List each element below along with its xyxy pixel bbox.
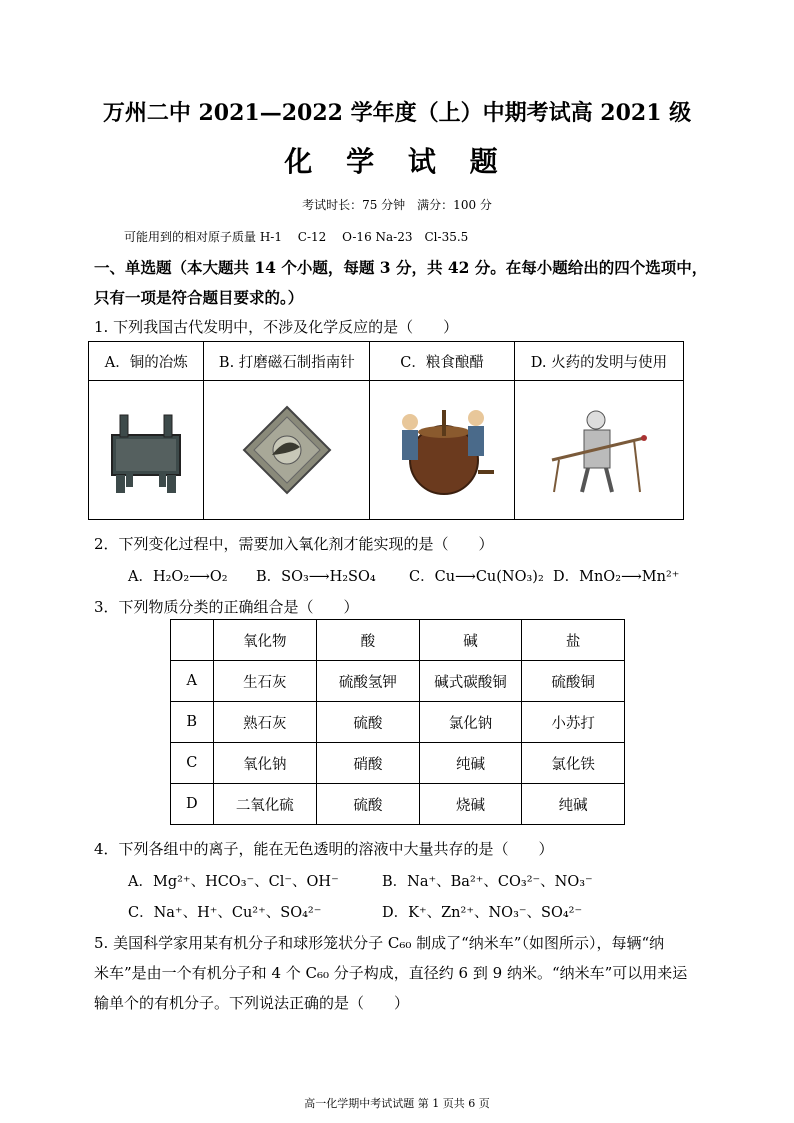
table-cell: D	[171, 784, 214, 825]
q1-image-a	[89, 381, 204, 520]
table-row	[171, 743, 625, 784]
atomic-masses: 可能用到的相对原子质量 H-1 C-12 O-16 Na-23 Cl-35.5	[124, 230, 469, 244]
bronze-ding-icon	[106, 405, 186, 495]
table-cell: 生石灰	[213, 661, 317, 702]
table-cell: 氧化钠	[213, 743, 317, 784]
header-cell: 碱	[419, 620, 522, 661]
table-cell: 硫酸	[317, 784, 420, 825]
q1-option-a: A．铜的冶炼	[89, 342, 204, 381]
table-cell: 熟石灰	[213, 702, 317, 743]
table-header-row	[171, 620, 625, 661]
q3-stem: 3．下列物质分类的正确组合是（ ）	[94, 598, 359, 616]
subject-title: 化 学 试 题	[284, 145, 510, 178]
table-row	[171, 661, 625, 702]
q2-option-a: A．H₂O₂⟶O₂	[128, 569, 228, 585]
table-cell: 烧碱	[419, 784, 522, 825]
table-cell: 小苏打	[522, 702, 625, 743]
q2-option-b: B．SO₃⟶H₂SO₄	[256, 569, 376, 585]
brewing-icon	[382, 400, 502, 500]
q5-line3: 输单个的有机分子。下列说法正确的是（ ）	[94, 994, 410, 1012]
section-heading-line1: 一、单选题（本大题共 14 个小题，每题 3 分，共 42 分。在每小题给出的四个选项中，	[94, 258, 708, 277]
section-heading-line2: 只有一项是符合题目要求的。）	[94, 288, 304, 307]
header-cell: 酸	[317, 620, 420, 661]
page-footer: 高一化学期中考试试题 第 1 页共 6 页	[304, 1097, 490, 1110]
compass-icon	[242, 405, 332, 495]
q4-option-a: A．Mg²⁺、HCO₃⁻、Cl⁻、OH⁻	[128, 874, 339, 890]
q4-option-d: D．K⁺、Zn²⁺、NO₃⁻、SO₄²⁻	[382, 905, 583, 921]
table-cell: 纯碱	[419, 743, 522, 784]
q4-option-c: C．Na⁺、H⁺、Cu²⁺、SO₄²⁻	[128, 905, 322, 921]
header-cell: 氧化物	[213, 620, 317, 661]
q1-option-c: C．粮食酿醋	[370, 342, 515, 381]
q1-stem: 1. 下列我国古代发明中，不涉及化学反应的是（ ）	[94, 318, 459, 336]
table-cell: 硫酸铜	[522, 661, 625, 702]
table-cell: 纯碱	[522, 784, 625, 825]
exam-info: 考试时长：75 分钟 满分：100 分	[302, 198, 492, 212]
table-cell: B	[171, 702, 214, 743]
header-cell	[171, 620, 214, 661]
header-cell: 盐	[522, 620, 625, 661]
q5-line2: 米车”是由一个有机分子和 4 个 C₆₀ 分子构成，直径约 6 到 9 纳米。“纳米车”可以用来运	[94, 964, 688, 982]
table-cell: 硝酸	[317, 743, 420, 784]
q2-option-c: C．Cu⟶Cu(NO₃)₂	[409, 569, 544, 585]
gunpowder-icon	[544, 400, 654, 500]
q4-option-b: B．Na⁺、Ba²⁺、CO₃²⁻、NO₃⁻	[382, 874, 593, 890]
table-cell: 硫酸氢钾	[317, 661, 420, 702]
exam-title: 万州二中 2021—2022 学年度（上）中期考试高 2021 级	[102, 100, 692, 126]
q5-line1: 5. 美国科学家用某有机分子和球形笼状分子 C₆₀ 制成了“纳米车”（如图所示），每辆“纳	[94, 934, 665, 952]
table-cell: 硫酸	[317, 702, 420, 743]
q2-stem: 2．下列变化过程中，需要加入氧化剂才能实现的是（ ）	[94, 535, 494, 553]
q1-options-table	[88, 341, 684, 520]
table-cell: C	[171, 743, 214, 784]
table-row	[171, 784, 625, 825]
table-cell: A	[171, 661, 214, 702]
q1-image-c	[370, 381, 515, 520]
table-cell: 氯化钠	[419, 702, 522, 743]
q1-image-b	[204, 381, 370, 520]
table-row	[171, 702, 625, 743]
q1-image-d	[514, 381, 683, 520]
table-cell: 二氧化硫	[213, 784, 317, 825]
q1-option-b: B. 打磨磁石制指南针	[204, 342, 370, 381]
table-cell: 氯化铁	[522, 743, 625, 784]
table-cell: 碱式碳酸铜	[419, 661, 522, 702]
q2-option-d: D．MnO₂⟶Mn²⁺	[553, 569, 680, 585]
q4-stem: 4．下列各组中的离子，能在无色透明的溶液中大量共存的是（ ）	[94, 840, 554, 858]
q3-classification-table	[170, 619, 625, 825]
q1-option-d: D. 火药的发明与使用	[514, 342, 683, 381]
